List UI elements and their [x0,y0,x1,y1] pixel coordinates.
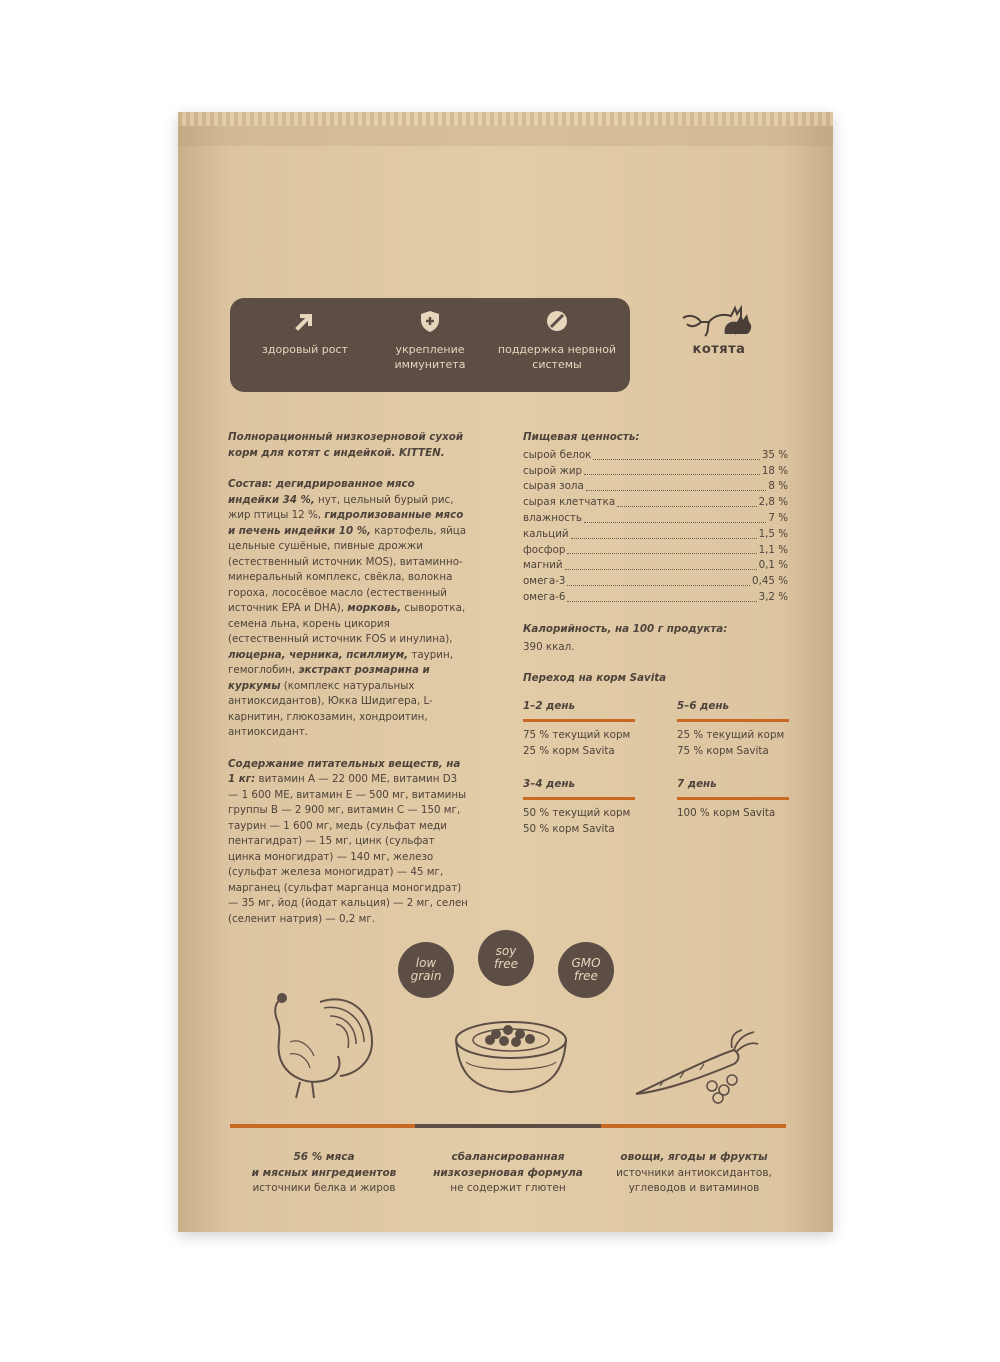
nutrition-row [523,574,788,590]
badge-text: soy [495,944,517,958]
step-title: 5–6 день [677,699,789,722]
calorie-title: Калорийность, на 100 г продукта: [523,622,728,635]
step-title: 7 день [677,777,789,800]
nutrient-value: 35 % [761,448,788,461]
composition-part: картофель, яйца цельные сушёные, пивные дрожжи (естественный источник MOS), витаминно-минеральный комплекс, свёкла, волокна гороха, лососёвое масло (естественный источник EPA и DHA), [228,524,467,614]
step-line: 25 % корм Savita [523,744,615,757]
bag-seal [178,126,833,146]
step-line: 100 % корм Savita [677,806,776,819]
nutrition-row [523,543,788,559]
footer-subtitle: не содержит глютен [450,1182,566,1194]
transition-title: Переход на корм Savita [523,672,667,685]
feature-growth [240,308,370,357]
badge-text: free [574,969,598,983]
kittens-badge [678,296,760,357]
footer-title: сбалансированная [451,1151,565,1163]
step-title: 1–2 день [523,699,635,722]
nutrient-name: фосфор [523,543,566,556]
nutrition-column [523,430,788,843]
nutrient-name: влажность [523,511,582,524]
transition-step [677,699,789,759]
step-line: 25 % текущий корм [677,728,785,741]
badge-text: low [415,956,437,970]
transition-step [523,699,635,759]
step-line: 50 % корм Savita [523,822,615,835]
transition-step [677,777,789,822]
footer-title: 56 % мяса [293,1151,355,1163]
step-line: 75 % текущий корм [523,728,631,741]
footer-subtitle: источники антиоксидантов, [616,1166,772,1179]
cat-silhouette-icon [679,296,759,338]
composition-part: морковь, [347,602,402,614]
nutrients-body: витамин А — 22 000 МЕ, витамин D3 — 1 600 МЕ, витамин Е — 500 мг, витамины группы В — 2 900 мг, витамин С — 150 мг, таурин — 1 600 мг, медь (сульфат меди пентагидрат) — 15 мг, цинк (сульфат цинка моногидрат) — 140 мг, железо (сульфат железа моногидрат) — 45 мг, марганец (сульфат марганца моногидрат) — 35 мг, йод (йодат кальция) — 2 мг, селен (селенит натрия) — 0,2 мг. [228,773,468,925]
feature-label: здоровый рост [262,343,348,356]
nutrient-name: сырая клетчатка [523,496,616,509]
shield-icon [417,308,443,334]
nutrient-value: 7 % [768,511,788,524]
composition-column [228,430,468,943]
nutrition-row [523,527,788,543]
product-bag [178,112,833,1232]
composition-part: люцерна, черника, псиллиум, [228,648,409,661]
footer-title: и мясных ингредиентов [251,1166,397,1179]
nutrient-value: 1,5 % [758,527,788,540]
nutrient-name: омега-6 [523,590,566,603]
product-description: Полнорационный низкозерновой сухой корм для котят с индейкой. KITTEN. [228,431,464,459]
feature-label: укрепление иммунитета [394,343,466,371]
nutrition-row [523,590,788,606]
composition-part: экстракт розмарина и куркумы [228,664,430,692]
composition-part: гидролизованные мясо и печень индейки 10 %, [228,509,464,537]
pill-icon [544,308,570,334]
arrow-up-right-icon [292,308,318,334]
footer-formula [418,1150,598,1197]
footer-subtitle: углеводов и витаминов [628,1182,760,1194]
nutrition-row [523,464,788,480]
composition-heading: Состав: дегидрированное мясо индейки 34 %, [228,478,415,506]
nutrient-name: сырой белок [523,448,592,461]
nutrient-name: омега-3 [523,575,566,588]
transition-step [523,777,635,837]
low-grain-badge [398,942,454,998]
composition-part: таурин, гемоглобин, [228,648,453,676]
carrot-berries-illustration [630,1028,760,1106]
footer-title: низкозерновая формула [433,1166,583,1179]
nutrient-name: сырая зола [523,480,584,493]
food-bowl-illustration [446,1010,576,1102]
transition-plan [523,693,788,843]
composition-part: нут, цельный бурый рис, жир птицы 12 %, [228,493,454,521]
gmo-free-badge [558,942,614,998]
soy-free-badge [478,930,534,986]
nutrition-table [523,448,788,606]
bag-top-edge [178,112,833,126]
composition-part: сыворотка, семена льна, корень цикория (естественный источник FOS и инулина), [228,602,466,645]
nutrition-row [523,479,788,495]
footer-vegetables [604,1150,784,1197]
calorie-value: 390 ккал. [523,640,575,653]
turkey-illustration [260,982,380,1102]
kittens-label: котята [692,342,746,357]
nutrient-name: магний [523,559,563,572]
nutrient-value: 1,1 % [758,543,788,556]
nutrition-row [523,448,788,464]
nutrient-value: 2,8 % [758,496,788,509]
footer-subtitle: источники белка и жиров [252,1182,396,1194]
nutrients-heading: Содержание питательных веществ, на 1 кг: [228,757,461,785]
footer-meat [234,1150,414,1197]
nutrient-name: кальций [523,527,569,540]
nutrient-value: 0,1 % [758,559,788,572]
feature-immunity [365,308,495,372]
footer-title: овощи, ягоды и фрукты [620,1151,768,1163]
nutrition-row [523,558,788,574]
composition-part: (комплекс натуральных антиоксидантов), Юкка Шидигера, L-карнитин, глюкозамин, хондроитин, антиоксидант. [228,679,433,738]
composition-text [228,477,468,741]
nutrient-name: сырой жир [523,464,583,477]
nutrient-value: 8 % [768,480,788,493]
nutrient-value: 18 % [761,464,788,477]
badge-text: GMO [571,956,601,970]
nutrients-text [228,757,468,928]
step-title: 3–4 день [523,777,635,800]
nutrition-row [523,495,788,511]
badge-text: grain [410,969,442,983]
nutrition-row [523,511,788,527]
nutrient-value: 3,2 % [758,590,788,603]
step-line: 50 % текущий корм [523,806,631,819]
feature-label: поддержка нервной системы [497,343,617,371]
nutrient-value: 0,45 % [752,575,788,588]
footer-separator [230,1124,786,1128]
feature-nervous [492,308,622,372]
badge-text: free [494,957,518,971]
benefits-banner [230,298,630,392]
nutrition-title: Пищевая ценность: [523,431,640,443]
step-line: 75 % корм Savita [677,744,769,757]
